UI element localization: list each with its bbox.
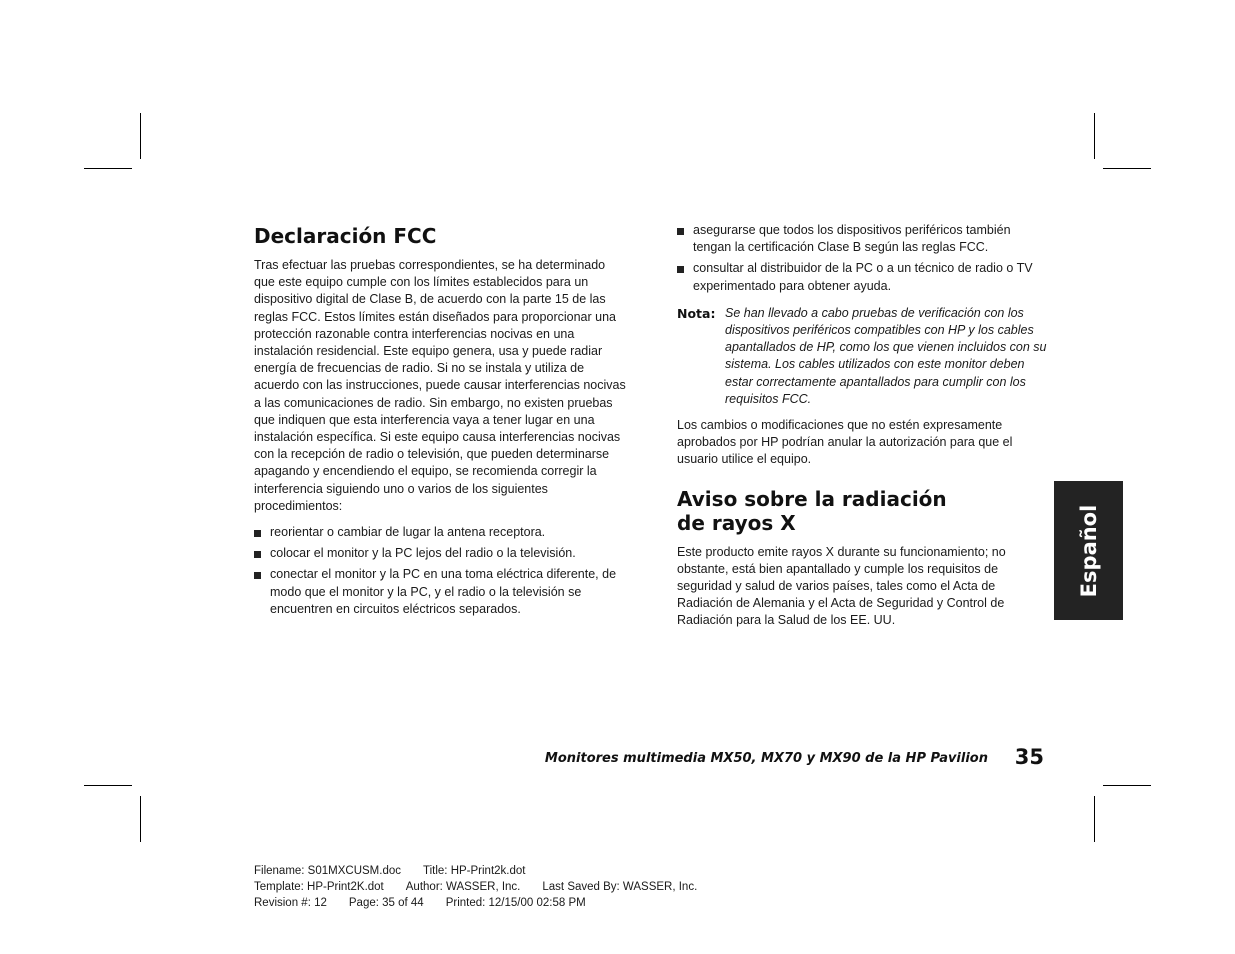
file-info-printed: Printed: 12/15/00 02:58 PM xyxy=(445,897,586,909)
file-info-page: Page: 35 of 44 xyxy=(348,897,424,909)
note-label: Nota: xyxy=(677,305,716,321)
file-info-title: Title: HP-Print2k.dot xyxy=(423,865,526,877)
crop-mark-top-right-vertical xyxy=(1094,113,1095,159)
file-info-row xyxy=(254,895,774,911)
xray-heading-line-2: de rayos X xyxy=(677,510,796,535)
crop-mark-bottom-left-horizontal xyxy=(84,785,132,786)
file-info-filename: Filename: S01MXCUSM.doc xyxy=(254,865,401,877)
file-info-author: Author: WASSER, Inc. xyxy=(405,881,521,893)
fcc-paragraph: Tras efectuar las pruebas correspondientes, se ha determinado que este equipo cumple con los límites establecidos para un dispositivo digital de Clase B, de acuerdo con la parte 15 de las reglas FCC. Estos límites están diseñados para proporcionar una protección razonable contra interferencias nocivas en una instalación residencial. Este equipo genera, usa y puede radiar energía de frecuencias de radio. Si no se instala y utiliza de acuerdo con las instrucciones, puede causar interferencias nocivas a las comunicaciones de radio. Sin embargo, no existen pruebas que indiquen que esta interferencia vaya a tener lugar en una instalación específica. Si este equipo causa interferencias nocivas con la recepción de radio o televisión, que pueden determinarse apagando y encendiendo el equipo, se recomienda corregir la interferencia siguiendo uno o varios de los siguientes procedimientos: xyxy=(254,258,626,513)
list-item: colocar el monitor y la PC lejos del radio o la televisión. xyxy=(254,545,626,562)
note-block xyxy=(677,305,1049,408)
note-text: Se han llevado a cabo pruebas de verificación con los dispositivos periféricos compatibles con HP y los cables apantallados de HP, como los que vienen incluidos con su sistema. Los cables utilizados con este monitor deben estar correctamente apantallados para cumplir con los requisitos FCC. xyxy=(725,305,1047,406)
crop-mark-top-left-vertical xyxy=(140,113,141,159)
language-tab-label: Español xyxy=(1076,504,1101,597)
file-info-row xyxy=(254,863,774,879)
file-info-row xyxy=(254,879,774,895)
list-item: conectar el monitor y la PC en una toma eléctrica diferente, de modo que el monitor y la PC, y el radio o la televisión se encuentren en circuitos eléctricos separados. xyxy=(254,566,626,618)
file-info-block xyxy=(254,863,774,911)
crop-mark-top-left-horizontal xyxy=(84,168,132,169)
file-info-revision: Revision #: 12 xyxy=(254,897,327,909)
fcc-bullet-list-continued xyxy=(677,222,1049,295)
fcc-bullet-list xyxy=(254,524,626,618)
xray-paragraph: Este producto emite rayos X durante su funcionamiento; no obstante, está bien apantallado y cumple los requisitos de seguridad y salud de varios países, tales como el Acta de Radiación de Alemania y el Acta de Seguridad y Control de Radiación para la Salud de los EE. UU. xyxy=(677,544,1006,628)
crop-mark-top-right-horizontal xyxy=(1103,168,1151,169)
list-item: consultar al distribuidor de la PC o a un técnico de radio o TV experimentado para obtener ayuda. xyxy=(677,260,1049,294)
xray-heading-line-1: Aviso sobre la radiación xyxy=(677,486,947,511)
xray-heading xyxy=(677,487,1049,535)
list-item: asegurarse que todos los dispositivos periféricos también tengan la certificación Clase B según las reglas FCC. xyxy=(677,222,1049,256)
fcc-heading: Declaración FCC xyxy=(254,224,437,248)
page-number: 35 xyxy=(1014,745,1044,769)
language-tab xyxy=(1054,481,1123,620)
file-info-template: Template: HP-Print2K.dot xyxy=(254,881,384,893)
crop-mark-bottom-right-horizontal xyxy=(1103,785,1151,786)
right-column xyxy=(677,222,1049,630)
changes-paragraph: Los cambios o modificaciones que no estén expresamente aprobados por HP podrían anular la autorización para que el usuario utilice el equipo. xyxy=(677,418,1013,467)
crop-mark-bottom-right-vertical xyxy=(1094,796,1095,842)
left-column xyxy=(254,224,626,618)
file-info-last-saved: Last Saved By: WASSER, Inc. xyxy=(542,881,698,893)
crop-mark-bottom-left-vertical xyxy=(140,796,141,842)
list-item: reorientar o cambiar de lugar la antena receptora. xyxy=(254,524,626,541)
running-footer-title: Monitores multimedia MX50, MX70 y MX90 de la HP Pavilion xyxy=(544,751,988,766)
